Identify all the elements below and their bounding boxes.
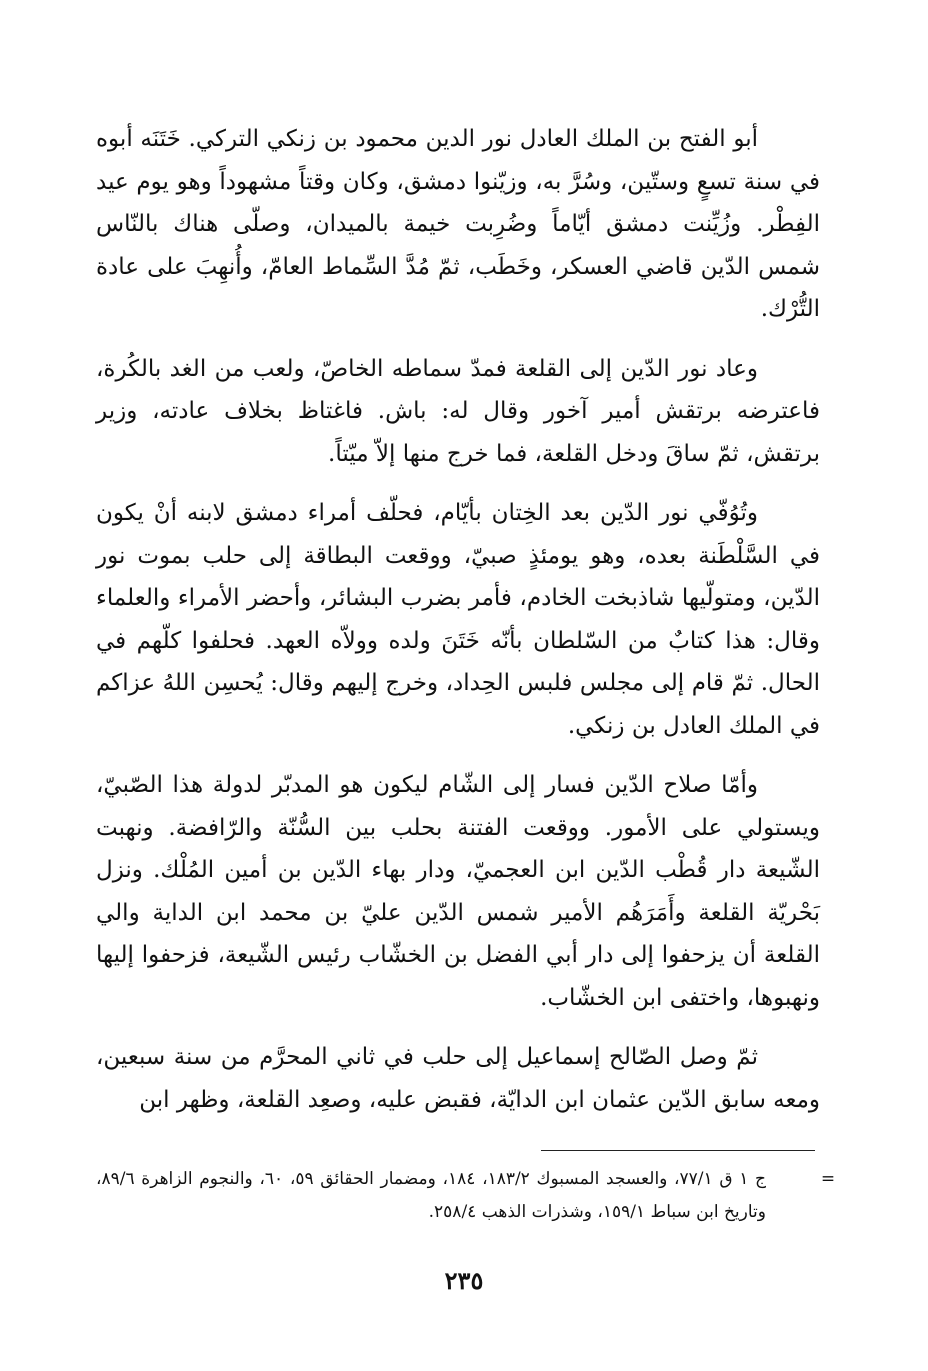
footnote-text: ج ١ ق ٧٧/١، والعسجد المسبوك ١٨٣/٢، ١٨٤، ومضمار الحقائق ٥٩، ٦٠، والنجوم الزاهرة ٨٩/٦، وتاريخ ابن سباط ١٥٩/١، وشذرات الذهب ٢٥٨/٤. bbox=[96, 1169, 767, 1222]
paragraph-3: وتُوُفّي نور الدّين بعد الخِتان بأيّام، فحلّف أمراء دمشق لابنه أنْ يكون في السَّلْطَنة بعده، وهو يومئذٍ صبيّ، ووقعت البطاقة إلى حلب بموت نور الدّين، ومتولّيها شاذبخت الخادم، فأمر بضرب البشائر، وأحضر الأمراء والعلماء وقال: هذا كتابٌ من السّلطان بأنّه خَتَنَ ولده وولاّه العهد. فحلفوا كلّهم في الحال. ثمّ قام إلى مجلس فلبس الحِداد، وخرج إليهم وقال: يُحسِن اللهُ عزاكم في الملك العادل بن زنكي. bbox=[96, 500, 820, 739]
paragraph-1: أبو الفتح بن الملك العادل نور الدين محمود بن زنكي التركي. خَتَنَه أبوه في سنة تسعٍ وستّين، وسُرَّ به، وزيّنوا دمشق، وكان وقتاً مشهوداً وهو يوم عيد الفِطْر. وزُيِّنت دمشق أيّاماً وضُرِبت خيمة بالميدان، وصلّى هناك بالنّاس شمس الدّين قاضي العسكر، وخَطَب، ثمّ مُدَّ السِّماط العامّ، وأُنهِبَ على عادة التُّرْك. bbox=[96, 126, 820, 322]
footnote-marker: = bbox=[820, 1169, 836, 1189]
footnote bbox=[96, 1163, 836, 1229]
main-text bbox=[96, 118, 820, 1138]
footnote-separator bbox=[541, 1150, 815, 1151]
paragraph-4: وأمّا صلاح الدّين فسار إلى الشّام ليكون هو المدبّر لدولة هذا الصّبيّ، ويستولي على الأمور. ووقعت الفتنة بحلب بين السُّنّة والرّافضة. ونهبت الشّيعة دار قُطْب الدّين ابن العجميّ، ودار بهاء الدّين بن أمين المُلْك. ونزل بَحْريّة القلعة وأَمَرَهُم الأمير شمس الدّين عليّ بن محمد ابن الداية والي القلعة أن يزحفوا إلى دار أبي الفضل بن الخشّاب رئيس الشّيعة، فزحفوا إليها ونهبوها، واختفى ابن الخشّاب. bbox=[96, 772, 820, 1011]
paragraph-2: وعاد نور الدّين إلى القلعة فمدّ سماطه الخاصّ، ولعب من الغد بالكُرة، فاعترضه برتقش أمير آخور وقال له: باش. فاغتاظ بخلاف عادته، وزير برتقش، ثمّ ساقَ ودخل القلعة، فما خرج منها إلاّ ميّتاً. bbox=[96, 355, 820, 467]
paragraph-5: ثمّ وصل الصّالح إسماعيل إلى حلب في ثاني المحرَّم من سنة سبعين، ومعه سابق الدّين عثمان ابن الدايّة، فقبض عليه، وصعِد القلعة، وظهر ابن bbox=[96, 1044, 820, 1113]
page-number: ٢٣٥ bbox=[444, 1266, 484, 1295]
